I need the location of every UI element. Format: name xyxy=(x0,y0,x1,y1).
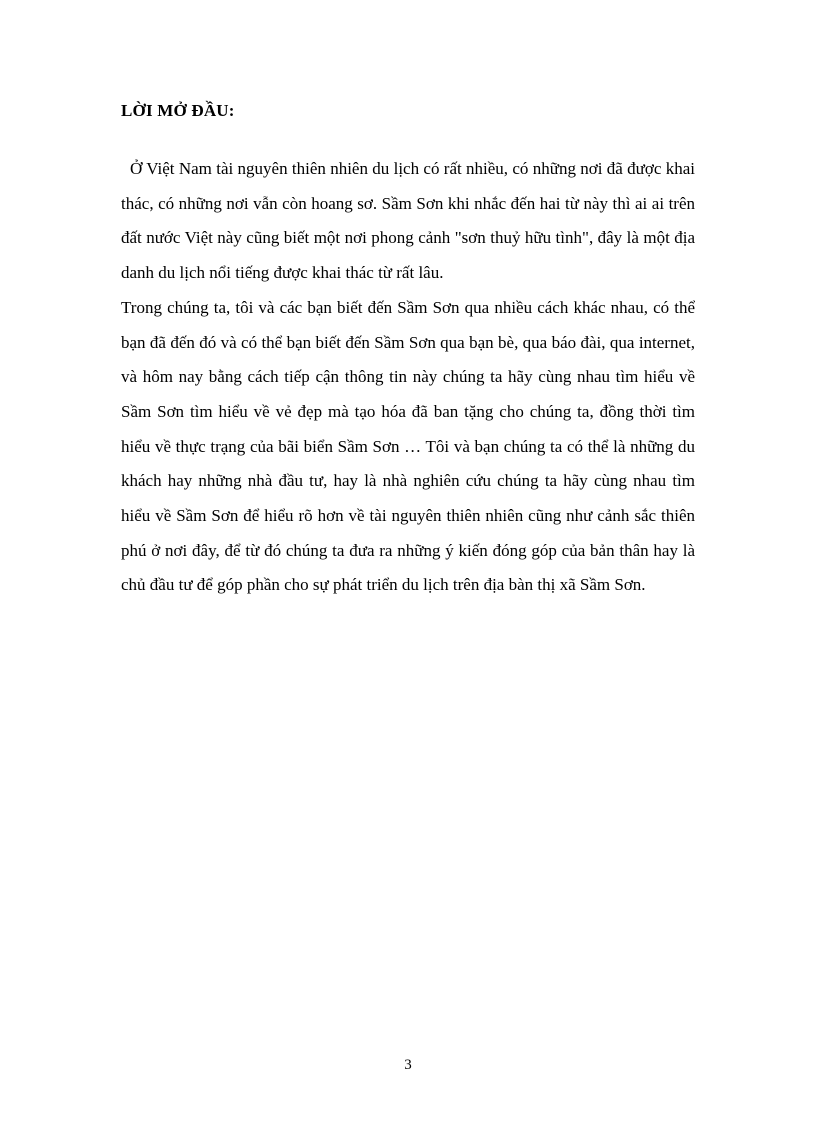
page-number: 3 xyxy=(404,1057,412,1073)
page-heading: LỜI MỞ ĐẦU: xyxy=(121,101,235,120)
paragraph-main: Trong chúng ta, tôi và các bạn biết đến Sầm Sơn qua nhiều cách khác nhau, có thể bạn đã đến đó và có thể bạn biết đến Sầm Sơn qua bạn bè, qua báo đài, qua internet, và hôm nay bằng cách tiếp cận thông tin này chúng ta hãy cùng nhau tìm hiểu về Sầm Sơn tìm hiểu về vẻ đẹp mà tạo hóa đã ban tặng cho chúng ta, đồng thời tìm hiểu về thực trạng của bãi biển Sầm Sơn … Tôi và bạn chúng ta có thể là những du khách hay những nhà đầu tư, hay là nhà nghiên cứu chúng ta hãy cùng nhau tìm hiểu về Sầm Sơn để hiểu rõ hơn về tài nguyên thiên nhiên cũng như cảnh sắc thiên phú ở nơi đây, để từ đó chúng ta đưa ra những ý kiến đóng góp của bản thân hay là chủ đầu tư để góp phần cho sự phát triển du lịch trên địa bàn thị xã Sầm Sơn. xyxy=(121,297,695,595)
body-text xyxy=(121,152,695,603)
paragraph-intro: Ở Việt Nam tài nguyên thiên nhiên du lịch có rất nhiều, có những nơi đã được khai thác, có những nơi vẫn còn hoang sơ. Sầm Sơn khi nhắc đến hai từ này thì ai ai trên đất nước Việt này cũng biết một nơi phong cảnh "sơn thuỷ hữu tình", đây là một địa danh du lịch nổi tiếng được khai thác từ rất lâu. xyxy=(121,159,695,283)
